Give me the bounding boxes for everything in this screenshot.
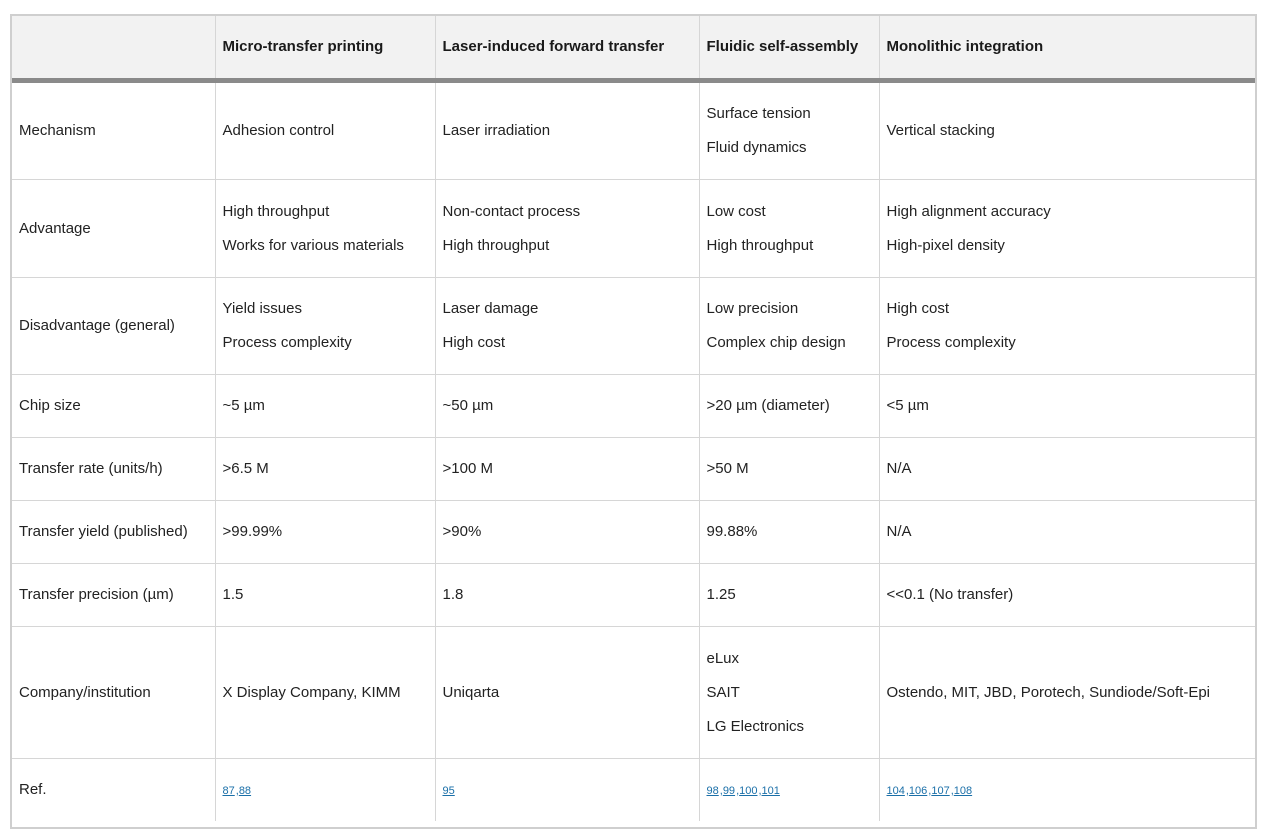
cell-line: High cost: [886, 300, 950, 317]
cell-line: LG Electronics: [706, 717, 805, 735]
table-cell: [699, 278, 879, 375]
table-cell: [699, 438, 879, 501]
cell-line: >6.5 M: [222, 460, 269, 477]
reference-link[interactable]: 101: [761, 784, 780, 797]
ref-cell: [435, 759, 699, 822]
reference-link[interactable]: 95: [442, 784, 455, 797]
ref-cell: [699, 759, 879, 822]
ref-cell: [879, 759, 1255, 822]
cell-line: <5 µm: [886, 397, 929, 414]
table-row: [12, 278, 1255, 375]
table-cell: [879, 81, 1255, 180]
table-cell: [699, 564, 879, 627]
cell-line: <<0.1 (No transfer): [886, 586, 1014, 603]
header-monolithic-integration: Monolithic integration: [879, 16, 1255, 81]
cell-line: Surface tension: [706, 105, 811, 122]
table-cell: [435, 81, 699, 180]
cell-line: Laser damage: [442, 300, 539, 317]
table-cell: [699, 501, 879, 564]
table-row: [12, 501, 1255, 564]
table-row: [12, 375, 1255, 438]
row-label: Transfer rate (units/h): [12, 438, 215, 501]
cell-line: >20 µm (diameter): [706, 397, 830, 414]
reference-link[interactable]: 104: [886, 784, 905, 797]
cell-line: High throughput: [706, 236, 814, 254]
table-cell: [215, 627, 435, 759]
table-cell: [879, 564, 1255, 627]
table-cell: [435, 564, 699, 627]
cell-line: 1.5: [222, 586, 244, 603]
cell-line: Laser irradiation: [442, 122, 551, 139]
cell-line: ~5 µm: [222, 397, 265, 414]
row-label: Ref.: [12, 759, 215, 822]
reference-link[interactable]: 99: [722, 784, 736, 797]
reference-link[interactable]: 88: [238, 784, 252, 797]
table-cell: [435, 627, 699, 759]
table-row: [12, 81, 1255, 180]
table-cell: [435, 438, 699, 501]
cell-line: Vertical stacking: [886, 122, 995, 139]
ref-separator: ,: [928, 784, 932, 797]
table-cell: [879, 438, 1255, 501]
table-row: [12, 438, 1255, 501]
header-empty-cell: [12, 16, 215, 81]
table-row: [12, 564, 1255, 627]
table-cell: [699, 375, 879, 438]
table-cell: [215, 438, 435, 501]
cell-line: 99.88%: [706, 523, 758, 540]
cell-line: Process complexity: [222, 334, 352, 351]
cell-line: >50 M: [706, 460, 749, 477]
table-cell: [215, 564, 435, 627]
table-cell: [879, 375, 1255, 438]
row-label: Mechanism: [12, 81, 215, 180]
cell-line: SAIT: [706, 683, 740, 701]
table-cell: [435, 180, 699, 278]
cell-line: Uniqarta: [442, 683, 500, 701]
header-micro-transfer-printing: Micro-transfer printing: [215, 16, 435, 81]
cell-line: Adhesion control: [222, 122, 335, 139]
reference-link[interactable]: 108: [953, 784, 973, 797]
row-label: Company/institution: [12, 627, 215, 759]
reference-link[interactable]: 87: [222, 784, 235, 797]
reference-link[interactable]: 106: [908, 784, 928, 797]
ref-separator: ,: [736, 784, 740, 797]
table-cell: [879, 278, 1255, 375]
cell-line: Low precision: [706, 300, 799, 317]
ref-separator: ,: [950, 784, 954, 797]
table-cell: [215, 375, 435, 438]
reference-link[interactable]: 100: [739, 784, 758, 797]
comparison-table-frame: [10, 14, 1257, 829]
table-cell: [435, 278, 699, 375]
table-cell: [879, 180, 1255, 278]
cell-line: X Display Company, KIMM: [222, 683, 401, 701]
cell-line: Low cost: [706, 202, 766, 220]
ref-separator: ,: [719, 784, 723, 797]
table-row: [12, 759, 1255, 822]
cell-line: N/A: [886, 460, 912, 477]
table-cell: [435, 375, 699, 438]
table-cell: [699, 81, 879, 180]
header-laser-induced-forward-transfer: Laser-induced forward transfer: [435, 16, 699, 81]
cell-line: Fluid dynamics: [706, 139, 807, 156]
table-cell: [699, 180, 879, 278]
row-label: Disadvantage (general): [12, 278, 215, 375]
cell-line: Works for various materials: [222, 236, 404, 254]
table-cell: [879, 501, 1255, 564]
cell-line: High throughput: [222, 202, 330, 220]
table-cell: [699, 627, 879, 759]
header-row: [12, 16, 1255, 81]
cell-line: High alignment accuracy: [886, 202, 1051, 220]
comparison-table: [12, 16, 1255, 821]
ref-separator: ,: [758, 784, 762, 797]
cell-line: Non-contact process: [442, 202, 581, 220]
table-cell: [215, 278, 435, 375]
cell-line: ~50 µm: [442, 397, 494, 414]
cell-line: >100 M: [442, 460, 493, 477]
row-label: Advantage: [12, 180, 215, 278]
row-label: Chip size: [12, 375, 215, 438]
table-cell: [215, 81, 435, 180]
ref-separator: ,: [235, 784, 239, 797]
cell-line: High cost: [442, 334, 506, 351]
cell-line: eLux: [706, 649, 740, 667]
cell-line: High throughput: [442, 236, 550, 254]
cell-line: Ostendo, MIT, JBD, Porotech, Sundiode/Soft-Epi: [886, 683, 1210, 701]
row-label: Transfer yield (published): [12, 501, 215, 564]
table-cell: [215, 501, 435, 564]
header-fluidic-self-assembly: Fluidic self-assembly: [699, 16, 879, 81]
ref-cell: [215, 759, 435, 822]
table-row: [12, 180, 1255, 278]
ref-separator: ,: [905, 784, 909, 797]
row-label: Transfer precision (µm): [12, 564, 215, 627]
cell-line: N/A: [886, 523, 912, 540]
cell-line: Process complexity: [886, 334, 1016, 351]
cell-line: >90%: [442, 523, 482, 540]
reference-link[interactable]: 107: [931, 784, 950, 797]
cell-line: Yield issues: [222, 300, 302, 317]
table-row: [12, 627, 1255, 759]
table-cell: [435, 501, 699, 564]
cell-line: High-pixel density: [886, 236, 1005, 254]
cell-line: >99.99%: [222, 523, 283, 540]
cell-line: 1.8: [442, 586, 464, 603]
reference-link[interactable]: 98: [706, 784, 719, 797]
table-cell: [879, 627, 1255, 759]
cell-line: 1.25: [706, 586, 736, 603]
table-cell: [215, 180, 435, 278]
cell-line: Complex chip design: [706, 334, 846, 351]
